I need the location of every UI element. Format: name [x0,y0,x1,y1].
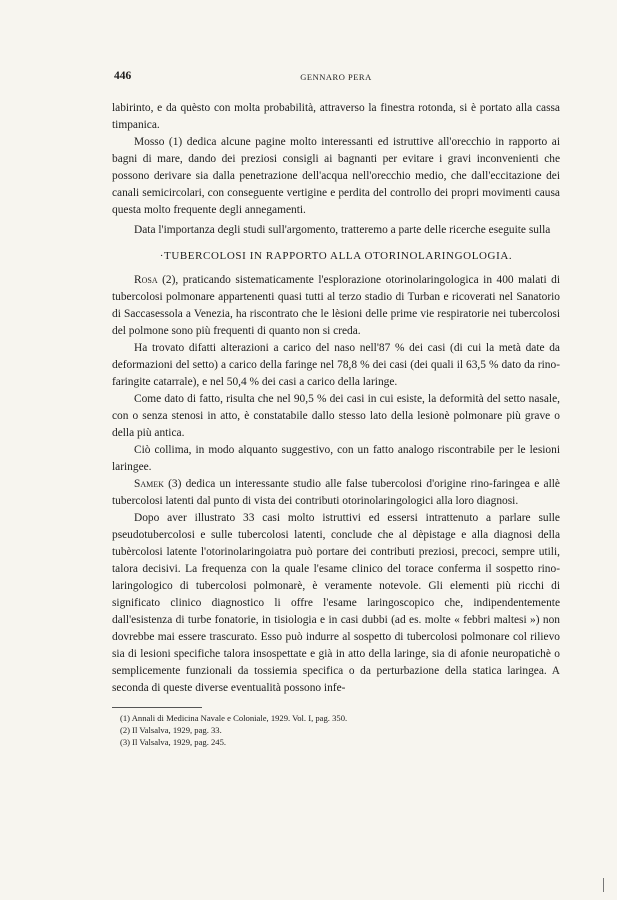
document-page [112,70,560,748]
author-name: Samek [134,478,164,490]
paragraph: Data l'importanza degli studi sull'argomento, tratteremo a parte delle ricerche eseguite sulla [134,224,551,236]
paragraph: Come dato di fatto, risulta che nel 90,5 % dei casi in cui esiste, la deformità del setto nasale, con o senza stenosi in atto, è constatabile dallo stesso lato della lesionè polmonare più grave o della più antica. [112,393,560,439]
footnotes [112,712,560,748]
page-edge-mark [603,878,604,892]
paragraph: Dopo aver illustrato 33 casi molto istruttivi ed essersi intrattenuto a parlare sulle pseudotubercolosi e sulle tubercolosi latenti, conclude che al dèpistage e alla diagnosi della tubèrcolosi latente l'otorinolaringoiatra può portare dei contributi preziosi, precoci, sempre utili, talora decisivi. La frequenza con la quale l'esame clinico del torace conferma il sospetto rino-laringologico di tubercolosi polmonarè, è veramente notevole. Gli elementi più ricchi di significato clinico diagnostico li offre l'esame laringoscopico che, indipendentemente dall'esistenza di turbe fonatorie, in tisiologia e in casi dubbi (ad es. molte « febbri maltesi ») non dovrebbe mai essere trascurato. Esso può indurre al sospetto di tubercolosi polmonare col rilievo sia di lesioni specifiche talora insospettate e già in atto della laringe, sia di afonie neuropatichè o semplicemente funzionali da tossiemia specifica o da perturbazione della statica laringea. A seconda di queste diverse eventualità possono infe- [112,512,560,694]
main-text [112,100,560,697]
page-number: 446 [114,70,132,82]
running-head: GENNARO PERA [300,72,372,82]
footnote: (2) Il Valsalva, 1929, pag. 33. [120,725,222,735]
paragraph-text: (3) dedica un interessante studio alle false tubercolosi d'origine rino-faringea e allè tubercolosi latenti dal punto di vista dei contributi otorinolaringologici alla loro diagnosi. [112,478,560,507]
author-name: Rosa [134,274,158,286]
page-header [112,70,560,88]
paragraph: Ha trovato difatti alterazioni a carico del naso nell'87 % dei casi (di cui la metà date da deformazioni del setto) a carico della faringe nel 78,8 % dei casi (dei quali il 63,5 % dato da rino-faringite catarrale), e nel 50,4 % dei casi a carico della laringe. [112,342,560,388]
paragraph: Mosso (1) dedica alcune pagine molto interessanti ed istruttive all'orecchio in rapporto ai bagni di mare, dando dei preziosi consigli ai bagnanti per evitare i gravi inconvenienti che possono derivare sia dalla penetrazione dell'acqua nell'orecchio medio, che dall'eccitazione dei canali semicircolari, con conseguente vertigine e perdita del controllo dei propri movimenti causa questa molto frequente degli annegamenti. [112,136,560,216]
paragraph [112,476,560,510]
footnote-divider [112,707,202,708]
paragraph [112,272,560,340]
footnote: (1) Annali di Medicina Navale e Coloniale, 1929. Vol. I, pag. 350. [120,713,348,723]
section-heading: ·TUBERCOLOSI IN RAPPORTO ALLA OTORINOLARINGOLOGIA. [159,250,513,262]
footnote: (3) Il Valsalva, 1929, pag. 245. [120,737,227,747]
paragraph: Ciò collima, in modo alquanto suggestivo, con un fatto analogo riscontrabile per le lesioni laringee. [112,444,560,473]
paragraph-text: (2), praticando sistematicamente l'esplorazione otorinolaringologica in 400 malati di tubercolosi polmonare appartenenti quasi tutti al terzo stadio di Turban e ricoverati nel Sanatorio di Saccasessola a Venezia, ha riscontrato che le lèsioni delle prime vie respiratorie nei tubercolosi del polmone sono più frequenti di quanto non si creda. [112,274,560,337]
paragraph: labirinto, e da quèsto con molta probabilità, attraverso la finestra rotonda, si è portato alla cassa timpanica. [112,102,560,131]
